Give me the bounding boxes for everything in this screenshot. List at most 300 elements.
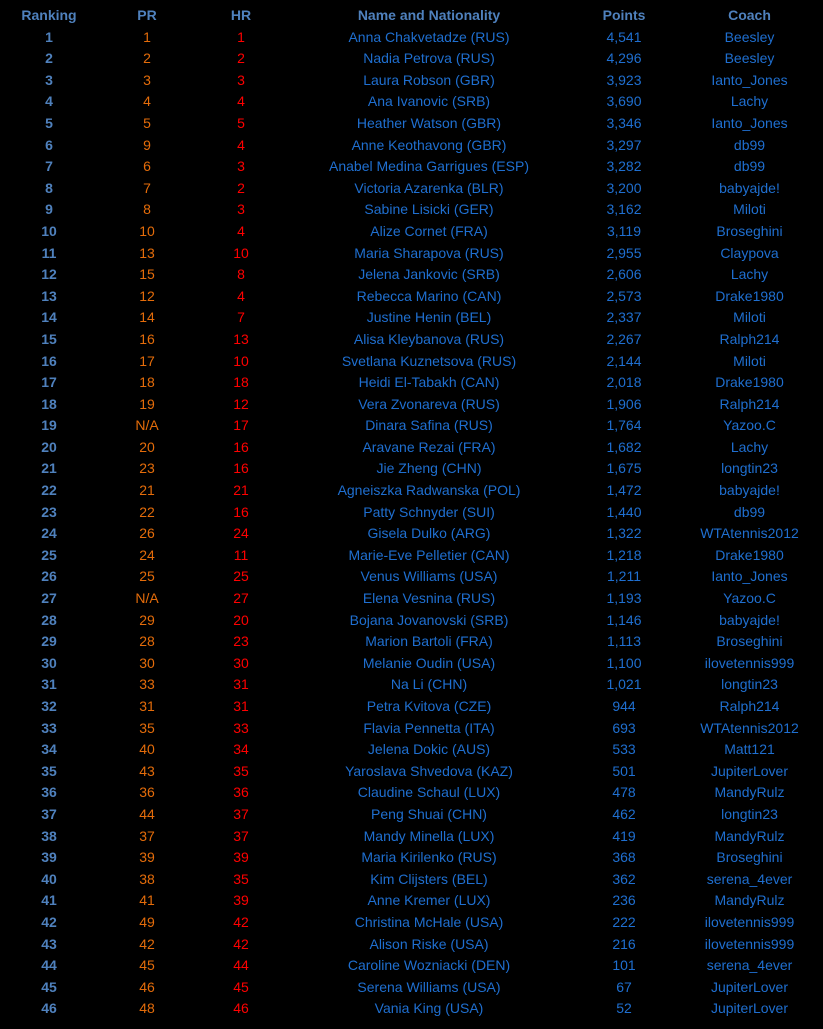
cell-points: 944 (612, 698, 636, 714)
header-hr: HR (230, 7, 252, 23)
cell-points: 368 (612, 849, 636, 866)
table-row (0, 588, 823, 610)
cell-points: 3,200 (606, 179, 642, 196)
cell-points: 3,119 (607, 222, 641, 239)
cell-points: 101 (612, 957, 636, 974)
cell-ranking: 18 (41, 395, 57, 412)
cell-coach: Drake1980 (715, 287, 784, 304)
header-pr: PR (137, 7, 157, 23)
cell-hr: 23 (233, 633, 249, 650)
table-row (0, 221, 823, 243)
cell-hr: 2 (237, 50, 245, 67)
cell-hr: 3 (237, 158, 245, 175)
cell-pr: N/A (135, 590, 159, 607)
cell-name: Aravane Rezai (FRA) (362, 438, 496, 455)
cell-pr: 7 (143, 179, 151, 196)
cell-hr: 10 (233, 352, 249, 369)
cell-points: 2,018 (606, 374, 642, 391)
cell-coach: Ralph214 (719, 330, 780, 347)
cell-coach: db99 (733, 158, 766, 175)
cell-hr: 25 (233, 568, 249, 585)
cell-coach: Ianto_Jones (711, 114, 788, 131)
table-row (0, 199, 823, 221)
cell-pr: 25 (139, 568, 155, 585)
rankings-table (0, 5, 823, 1020)
cell-ranking: 44 (41, 957, 57, 974)
cell-pr: 22 (139, 503, 155, 520)
cell-name: Marie-Eve Pelletier (CAN) (348, 546, 510, 563)
cell-name: Christina McHale (USA) (354, 913, 504, 930)
cell-coach: babyajde! (719, 482, 780, 499)
cell-hr: 10 (233, 244, 249, 261)
cell-points: 236 (612, 892, 636, 909)
cell-points: 533 (612, 741, 636, 758)
cell-coach: serena_4ever (706, 957, 793, 974)
table-row (0, 286, 823, 308)
cell-hr: 13 (233, 330, 249, 347)
cell-hr: 39 (233, 892, 249, 909)
cell-coach: Drake1980 (715, 546, 784, 563)
cell-points: 3,282 (606, 158, 642, 175)
cell-ranking: 46 (41, 1000, 57, 1017)
cell-pr: 2 (143, 50, 151, 67)
table-row (0, 653, 823, 675)
cell-pr: 26 (139, 525, 155, 542)
cell-pr: 45 (139, 957, 155, 974)
cell-points: 1,021 (606, 676, 642, 693)
table-row (0, 761, 823, 783)
cell-name: Jelena Dokic (AUS) (367, 741, 491, 758)
table-row (0, 351, 823, 373)
cell-pr: 37 (139, 827, 155, 844)
cell-points: 1,100 (606, 654, 642, 671)
cell-name: Caroline Wozniacki (DEN) (347, 957, 511, 974)
cell-name: Anabel Medina Garrigues (ESP) (329, 158, 529, 175)
cell-hr: 16 (233, 460, 249, 477)
cell-name: Alize Cornet (FRA) (370, 222, 488, 239)
table-row (0, 437, 823, 459)
cell-coach: MandyRulz (714, 827, 785, 844)
cell-ranking: 16 (41, 352, 57, 369)
cell-ranking: 26 (41, 568, 57, 585)
cell-ranking: 3 (45, 71, 53, 88)
cell-points: 4,541 (606, 28, 642, 45)
cell-ranking: 43 (41, 935, 57, 952)
cell-coach: Claypova (720, 244, 779, 261)
table-row (0, 998, 823, 1020)
cell-hr: 4 (237, 136, 245, 153)
cell-ranking: 14 (41, 309, 57, 326)
cell-name: Alisa Kleybanova (RUS) (353, 330, 505, 347)
cell-name: Jie Zheng (CHN) (376, 460, 482, 477)
table-row (0, 674, 823, 696)
header-points: Points (602, 7, 646, 23)
cell-pr: 28 (139, 633, 155, 650)
cell-points: 2,144 (606, 352, 642, 369)
cell-points: 1,113 (607, 633, 641, 650)
cell-points: 1,218 (606, 546, 642, 563)
cell-points: 222 (612, 913, 636, 930)
cell-coach: WTAtennis2012 (700, 719, 799, 736)
cell-coach: Yazoo.C (723, 590, 776, 607)
cell-name: Svetlana Kuznetsova (RUS) (341, 352, 517, 369)
cell-pr: 9 (143, 136, 151, 153)
table-row (0, 631, 823, 653)
cell-pr: 30 (139, 654, 155, 671)
cell-coach: ilovetennis999 (704, 654, 795, 671)
table-row (0, 739, 823, 761)
cell-hr: 39 (233, 849, 249, 866)
cell-coach: ilovetennis999 (704, 935, 795, 952)
cell-coach: Miloti (733, 309, 766, 326)
cell-ranking: 12 (41, 266, 57, 283)
cell-name: Heidi El-Tabakh (CAN) (358, 374, 500, 391)
cell-name: Sabine Lisicki (GER) (364, 201, 494, 218)
cell-name: Elena Vesnina (RUS) (362, 590, 496, 607)
cell-hr: 18 (233, 374, 249, 391)
cell-pr: 31 (139, 698, 155, 714)
cell-ranking: 17 (41, 374, 57, 391)
cell-name: Kim Clijsters (BEL) (370, 870, 488, 887)
cell-name: Anne Kremer (LUX) (367, 892, 491, 909)
table-row (0, 178, 823, 200)
cell-coach: db99 (733, 503, 766, 520)
cell-points: 1,211 (607, 568, 641, 585)
cell-ranking: 29 (41, 633, 57, 650)
cell-name: Patty Schnyder (SUI) (363, 503, 495, 520)
cell-hr: 4 (237, 222, 245, 239)
header-row (0, 5, 823, 27)
cell-name: Claudine Schaul (LUX) (357, 784, 501, 801)
cell-hr: 37 (233, 805, 249, 822)
table-row (0, 27, 823, 49)
table-row (0, 458, 823, 480)
cell-pr: 16 (139, 330, 155, 347)
cell-points: 1,193 (606, 590, 642, 607)
cell-ranking: 21 (41, 460, 57, 477)
cell-ranking: 2 (45, 50, 53, 67)
cell-hr: 7 (237, 309, 245, 326)
cell-name: Agneiszka Radwanska (POL) (337, 482, 521, 499)
cell-pr: 46 (139, 978, 155, 995)
cell-ranking: 6 (45, 136, 53, 153)
cell-coach: Lachy (730, 93, 769, 110)
cell-hr: 20 (233, 611, 249, 628)
cell-coach: Miloti (733, 201, 766, 218)
cell-hr: 33 (233, 719, 249, 736)
cell-name: Mandy Minella (LUX) (363, 827, 495, 844)
cell-pr: 36 (139, 784, 155, 801)
cell-ranking: 13 (41, 287, 57, 304)
cell-points: 1,675 (606, 460, 642, 477)
cell-coach: MandyRulz (714, 784, 785, 801)
cell-pr: 38 (139, 870, 155, 887)
table-row (0, 307, 823, 329)
table-row (0, 696, 823, 718)
cell-pr: 15 (139, 266, 155, 283)
cell-points: 4,296 (606, 50, 642, 67)
cell-hr: 16 (233, 503, 249, 520)
cell-points: 693 (612, 719, 636, 736)
cell-pr: 4 (143, 93, 151, 110)
cell-coach: Ralph214 (719, 395, 780, 412)
table-row (0, 91, 823, 113)
cell-hr: 12 (233, 395, 249, 412)
cell-name: Marion Bartoli (FRA) (365, 633, 493, 650)
cell-points: 52 (616, 1000, 632, 1017)
cell-pr: 48 (139, 1000, 155, 1017)
table-row (0, 70, 823, 92)
header-ranking: Ranking (21, 7, 77, 23)
cell-coach: longtin23 (721, 460, 778, 477)
cell-name: Peng Shuai (CHN) (371, 805, 487, 822)
cell-hr: 36 (233, 784, 249, 801)
cell-pr: 14 (139, 309, 155, 326)
table-row (0, 502, 823, 524)
cell-points: 1,440 (606, 503, 642, 520)
cell-pr: 20 (139, 438, 155, 455)
cell-pr: 24 (139, 546, 155, 563)
cell-hr: 3 (237, 71, 245, 88)
cell-points: 1,906 (606, 395, 642, 412)
cell-coach: Beesley (724, 50, 775, 67)
cell-coach: Matt121 (724, 741, 775, 758)
cell-pr: 40 (139, 741, 155, 758)
cell-name: Ana Ivanovic (SRB) (367, 93, 491, 110)
cell-ranking: 25 (41, 546, 57, 563)
cell-coach: JupiterLover (710, 1000, 789, 1017)
cell-ranking: 11 (41, 244, 57, 261)
cell-ranking: 27 (41, 590, 57, 607)
cell-coach: ilovetennis999 (704, 913, 795, 930)
cell-hr: 31 (233, 698, 249, 714)
table-row (0, 977, 823, 999)
cell-hr: 27 (233, 590, 249, 607)
cell-name: Maria Kirilenko (RUS) (361, 849, 497, 866)
cell-ranking: 36 (41, 784, 57, 801)
table-row (0, 329, 823, 351)
cell-ranking: 22 (41, 482, 57, 499)
cell-ranking: 31 (41, 676, 57, 693)
cell-coach: Ianto_Jones (711, 568, 788, 585)
cell-pr: 3 (143, 71, 151, 88)
cell-name: Justine Henin (BEL) (366, 309, 492, 326)
cell-ranking: 8 (45, 179, 53, 196)
table-row (0, 113, 823, 135)
table-row (0, 415, 823, 437)
table-row (0, 243, 823, 265)
cell-hr: 45 (233, 978, 249, 995)
cell-pr: 6 (143, 158, 151, 175)
cell-name: Vera Zvonareva (RUS) (358, 395, 500, 412)
cell-pr: 1 (143, 28, 151, 45)
cell-points: 2,606 (606, 266, 642, 283)
cell-coach: Lachy (730, 266, 769, 283)
cell-points: 67 (616, 978, 632, 995)
cell-pr: 21 (139, 482, 155, 499)
cell-hr: 35 (233, 870, 249, 887)
cell-hr: 30 (233, 654, 249, 671)
cell-hr: 34 (233, 741, 249, 758)
cell-name: Laura Robson (GBR) (363, 71, 495, 88)
cell-hr: 3 (237, 201, 245, 218)
table-row (0, 545, 823, 567)
cell-name: Anne Keothavong (GBR) (351, 136, 507, 153)
table-row (0, 804, 823, 826)
cell-name: Bojana Jovanovski (SRB) (349, 611, 509, 628)
table-row (0, 826, 823, 848)
cell-pr: 19 (139, 395, 155, 412)
cell-points: 3,297 (606, 136, 642, 153)
cell-name: Gisela Dulko (ARG) (367, 525, 491, 542)
cell-hr: 42 (233, 913, 249, 930)
cell-coach: Broseghini (716, 633, 783, 650)
cell-name: Rebecca Marino (CAN) (356, 287, 502, 304)
cell-points: 1,146 (606, 611, 642, 628)
cell-pr: 44 (139, 805, 155, 822)
cell-name: Victoria Azarenka (BLR) (354, 179, 504, 196)
cell-ranking: 33 (41, 719, 57, 736)
cell-pr: 13 (139, 244, 155, 261)
cell-name: Vania King (USA) (374, 1000, 484, 1017)
cell-hr: 4 (237, 287, 245, 304)
cell-hr: 16 (233, 438, 249, 455)
table-row (0, 847, 823, 869)
cell-points: 1,322 (606, 525, 642, 542)
table-row (0, 566, 823, 588)
cell-points: 462 (612, 805, 636, 822)
cell-points: 501 (612, 762, 636, 779)
table-row (0, 264, 823, 286)
cell-ranking: 45 (41, 978, 57, 995)
cell-hr: 5 (237, 114, 245, 131)
cell-ranking: 34 (41, 741, 57, 758)
table-row (0, 394, 823, 416)
cell-hr: 35 (233, 762, 249, 779)
table-row (0, 372, 823, 394)
cell-hr: 2 (237, 179, 245, 196)
table-row (0, 934, 823, 956)
cell-coach: MandyRulz (714, 892, 785, 909)
cell-ranking: 37 (41, 805, 57, 822)
cell-name: Melanie Oudin (USA) (362, 654, 496, 671)
cell-name: Petra Kvitova (CZE) (366, 698, 492, 714)
cell-ranking: 15 (41, 330, 57, 347)
cell-ranking: 19 (41, 417, 57, 434)
cell-hr: 31 (233, 676, 249, 693)
cell-name: Anna Chakvetadze (RUS) (348, 28, 510, 45)
cell-hr: 4 (237, 93, 245, 110)
cell-ranking: 23 (41, 503, 57, 520)
cell-name: Dinara Safina (RUS) (365, 417, 493, 434)
cell-coach: db99 (733, 136, 766, 153)
cell-coach: Drake1980 (715, 374, 784, 391)
table-row (0, 480, 823, 502)
cell-coach: Yazoo.C (723, 417, 776, 434)
cell-ranking: 28 (41, 611, 57, 628)
cell-coach: Miloti (733, 352, 766, 369)
cell-hr: 11 (233, 546, 249, 563)
cell-pr: 10 (139, 222, 155, 239)
cell-hr: 1 (237, 28, 245, 45)
cell-name: Venus Williams (USA) (360, 568, 498, 585)
cell-hr: 42 (233, 935, 249, 952)
table-row (0, 48, 823, 70)
cell-points: 3,162 (606, 201, 642, 218)
cell-coach: Lachy (730, 438, 769, 455)
cell-pr: 29 (139, 611, 155, 628)
cell-ranking: 10 (41, 222, 57, 239)
cell-pr: N/A (135, 417, 159, 434)
cell-name: Flavia Pennetta (ITA) (363, 719, 495, 736)
cell-hr: 46 (233, 1000, 249, 1017)
cell-ranking: 40 (41, 870, 57, 887)
cell-hr: 8 (237, 266, 245, 283)
cell-pr: 39 (139, 849, 155, 866)
cell-coach: Ralph214 (719, 698, 780, 714)
cell-ranking: 42 (41, 913, 57, 930)
cell-hr: 17 (233, 417, 249, 434)
cell-coach: longtin23 (721, 676, 778, 693)
cell-pr: 35 (139, 719, 155, 736)
cell-points: 362 (612, 870, 636, 887)
cell-name: Jelena Jankovic (SRB) (358, 266, 500, 283)
cell-ranking: 41 (41, 892, 57, 909)
cell-ranking: 32 (41, 698, 57, 714)
table-row (0, 610, 823, 632)
header-coach: Coach (728, 7, 771, 23)
cell-pr: 49 (139, 913, 155, 930)
cell-coach: longtin23 (721, 805, 778, 822)
cell-ranking: 39 (41, 849, 57, 866)
table-row (0, 718, 823, 740)
cell-points: 3,690 (606, 93, 642, 110)
cell-name: Serena Williams (USA) (357, 978, 501, 995)
cell-ranking: 20 (41, 438, 57, 455)
cell-coach: JupiterLover (710, 978, 789, 995)
cell-pr: 23 (139, 460, 155, 477)
cell-points: 2,573 (606, 287, 642, 304)
cell-hr: 44 (233, 957, 249, 974)
cell-pr: 17 (139, 352, 155, 369)
table-row (0, 135, 823, 157)
cell-points: 3,923 (606, 71, 642, 88)
cell-name: Na Li (CHN) (390, 676, 468, 693)
cell-points: 478 (612, 784, 636, 801)
cell-pr: 5 (143, 114, 151, 131)
table-row (0, 890, 823, 912)
cell-ranking: 24 (41, 525, 57, 542)
cell-hr: 24 (233, 525, 249, 542)
cell-name: Heather Watson (GBR) (356, 114, 502, 131)
cell-pr: 33 (139, 676, 155, 693)
cell-coach: babyajde! (719, 179, 780, 196)
cell-points: 2,337 (606, 309, 642, 326)
cell-name: Nadia Petrova (RUS) (363, 50, 495, 67)
cell-ranking: 4 (45, 93, 53, 110)
cell-coach: Ianto_Jones (711, 71, 788, 88)
cell-pr: 41 (139, 892, 155, 909)
cell-points: 1,472 (606, 482, 642, 499)
cell-ranking: 30 (41, 654, 57, 671)
cell-ranking: 38 (41, 827, 57, 844)
cell-hr: 37 (233, 827, 249, 844)
cell-name: Alison Riske (USA) (369, 935, 489, 952)
table-row (0, 912, 823, 934)
cell-points: 1,764 (606, 417, 642, 434)
cell-coach: JupiterLover (710, 762, 789, 779)
header-name: Name and Nationality (357, 7, 501, 23)
